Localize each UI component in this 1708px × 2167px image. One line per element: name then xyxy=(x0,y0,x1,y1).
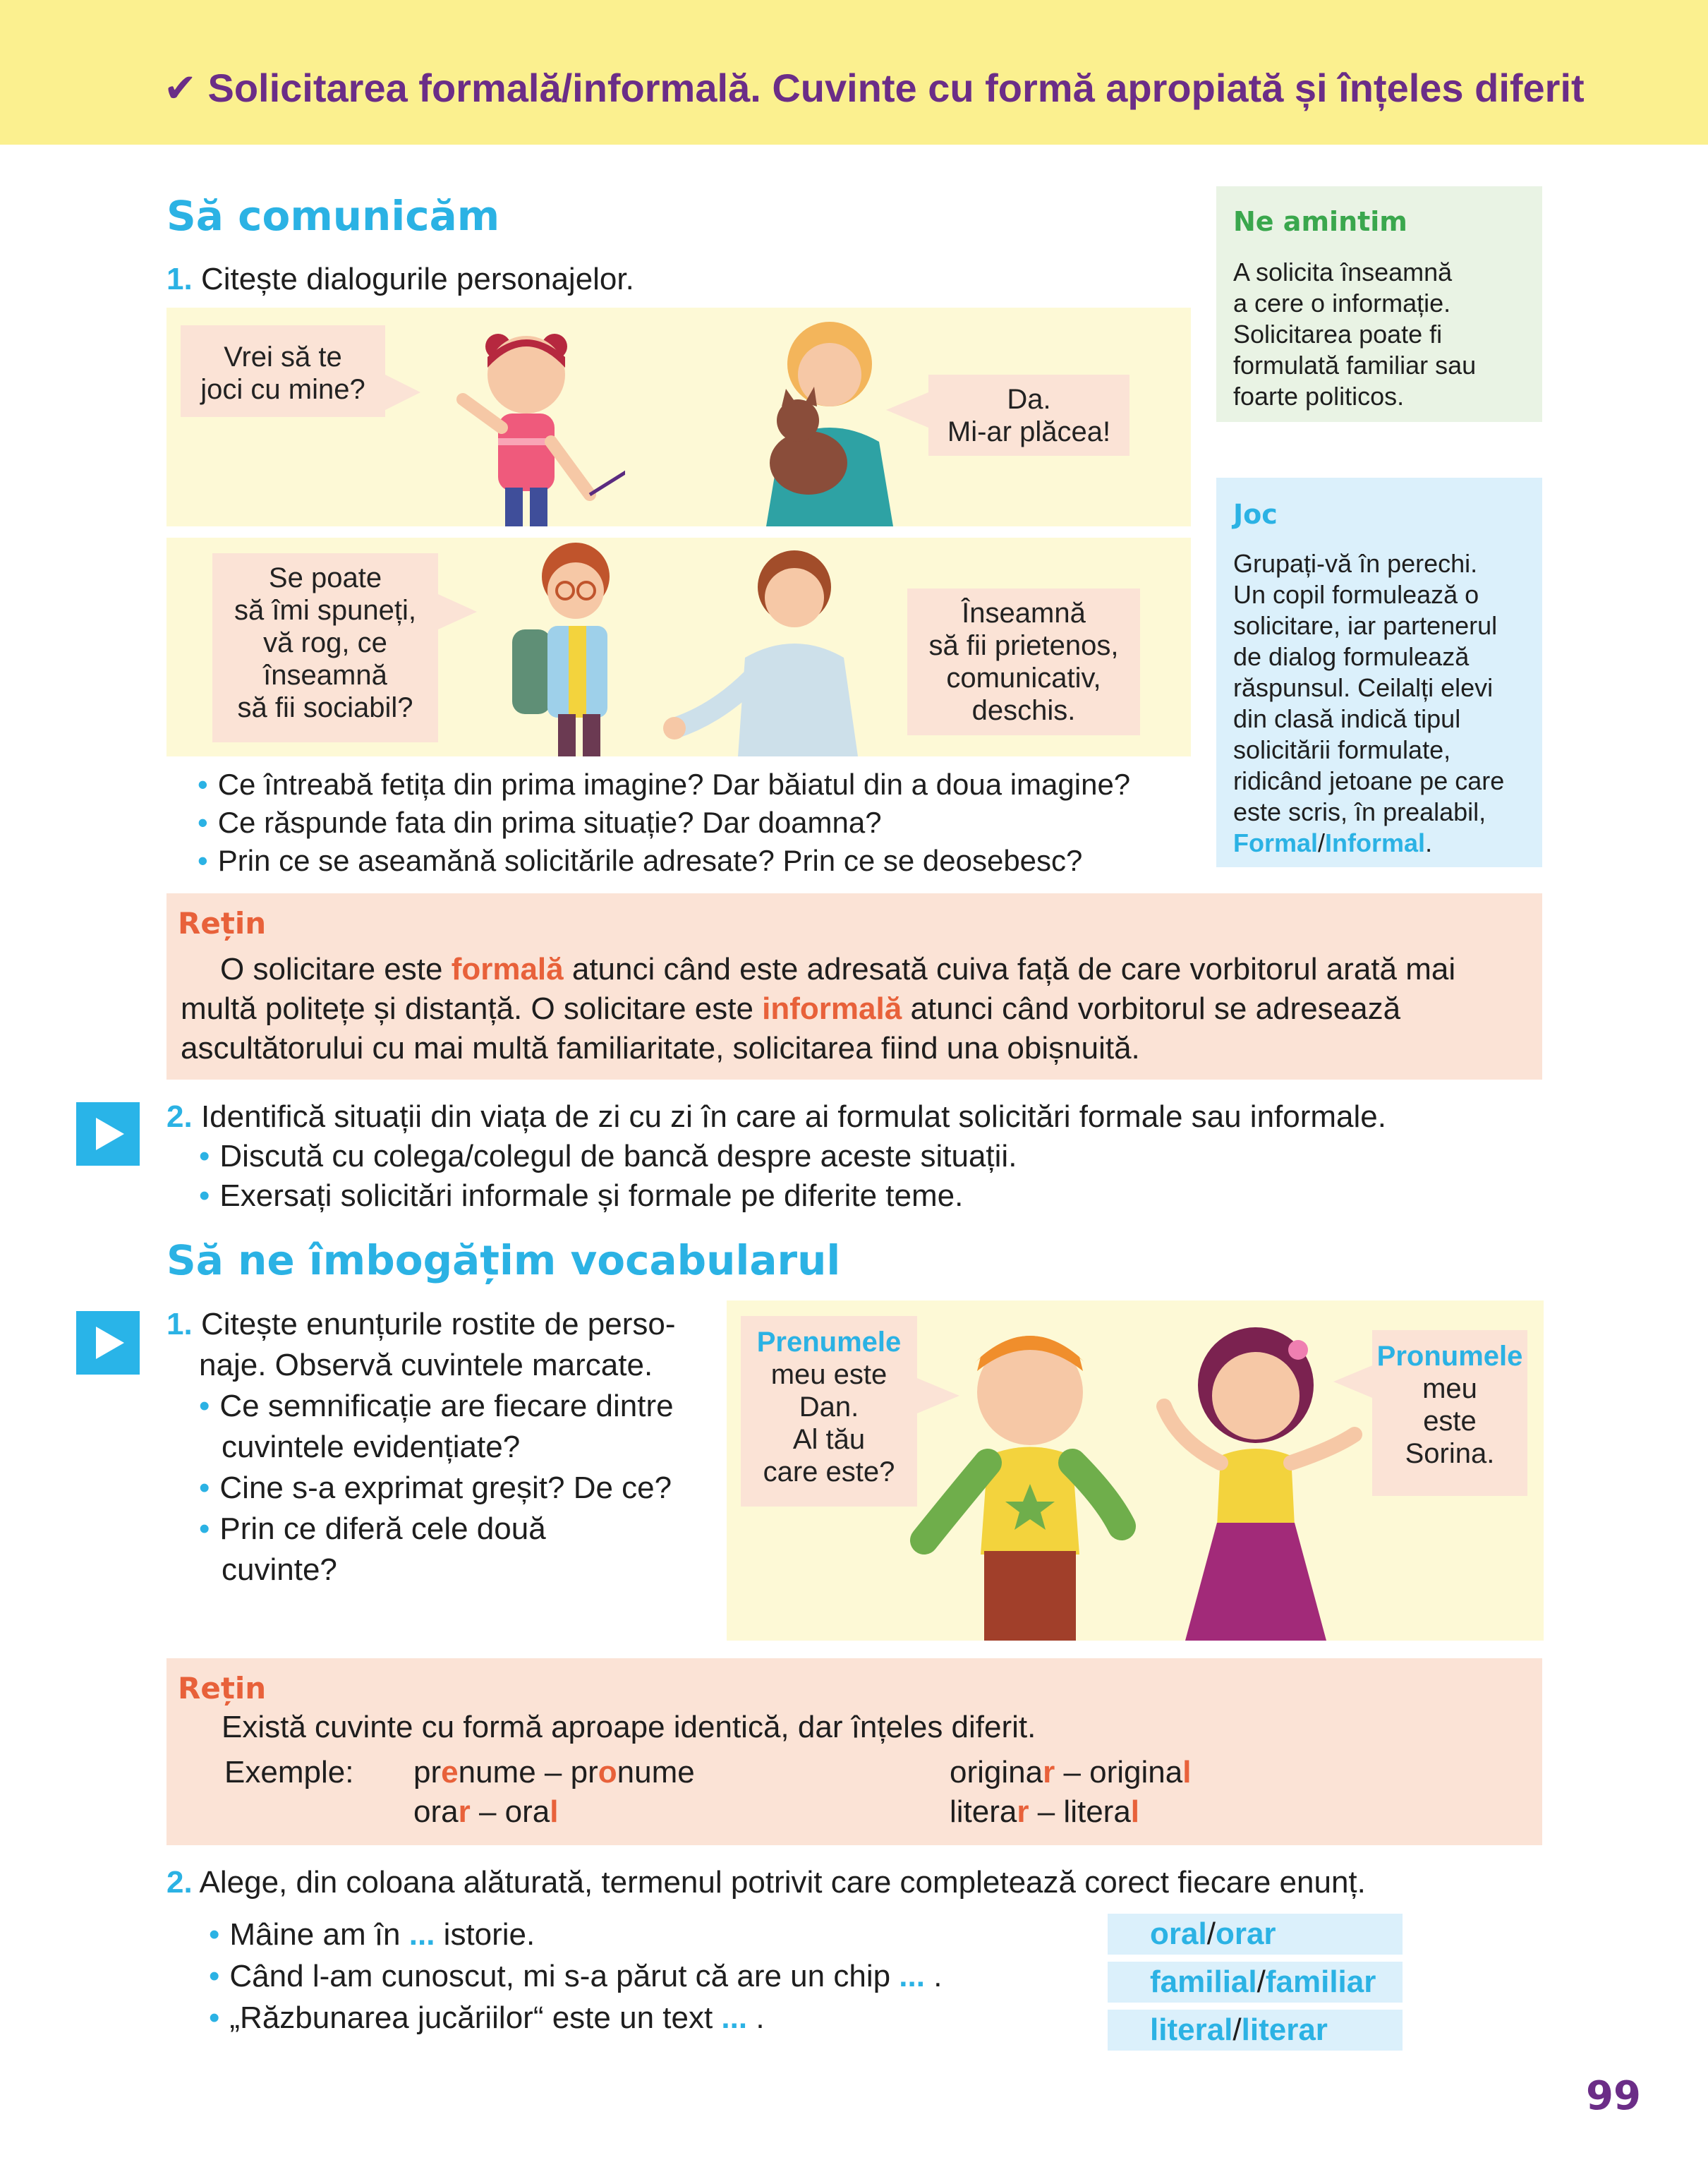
exercise-number: 2. xyxy=(166,1099,193,1134)
dash: – xyxy=(470,1794,505,1829)
option-word: familial xyxy=(1150,1964,1257,1999)
bubble-tail xyxy=(438,594,477,629)
separator: / xyxy=(1206,1917,1216,1951)
bubble-line: care este? xyxy=(763,1456,895,1487)
bullet-text: Prin ce diferă cele două xyxy=(219,1511,546,1546)
speech-bubble-sorina xyxy=(1372,1330,1527,1496)
sentence-part: „Răzbunarea jucăriilor“ este un text xyxy=(229,2000,722,2035)
sentence-part: . xyxy=(747,2000,765,2035)
exercise-text: Citește dialogurile personajelor. xyxy=(200,262,634,296)
highlighted-letter: r xyxy=(458,1794,471,1829)
dialogue-panel-1 xyxy=(166,308,1191,526)
bubble-line: Dan. xyxy=(799,1392,859,1423)
text-line: solicitării formulate, xyxy=(1233,735,1451,764)
speech-bubble-dan xyxy=(741,1316,917,1507)
blank: ... xyxy=(721,2000,748,2035)
keyword-formal: formală xyxy=(451,952,564,986)
bubble-tail xyxy=(886,392,928,428)
text-fragment: atunci când este adresată cuiva față de care vorbitorul arată mai multă politețe și distanță. O solicitare este xyxy=(181,952,1456,1026)
retin-text xyxy=(181,950,1521,1068)
bubble-line: să fii prietenos, xyxy=(928,630,1119,661)
bubble-line: joci cu mine? xyxy=(200,374,365,405)
speech-bubble-girl-answer xyxy=(928,375,1129,456)
highlighted-letter: l xyxy=(1182,1755,1192,1789)
game-title: Joc xyxy=(1233,499,1278,530)
bubble-line: Mi-ar plăcea! xyxy=(947,416,1111,447)
text-line: A solicita înseamnă xyxy=(1233,258,1453,286)
boy-with-backpack-illustration xyxy=(498,538,653,756)
bubble-line: să îmi spuneți, xyxy=(234,595,416,626)
bubble-line: Sorina. xyxy=(1405,1438,1495,1469)
bubble-line: meu este xyxy=(770,1359,888,1390)
sentence-part: Mâine am în xyxy=(229,1917,409,1952)
bubble-line: Înseamnă xyxy=(962,598,1086,629)
exercise-text: Citește enunțurile rostite de perso- xyxy=(200,1307,676,1341)
formal-token: Formal xyxy=(1233,828,1319,857)
bubble-line: comunicativ, xyxy=(946,663,1101,694)
list-item: • Prin ce diferă cele două xyxy=(199,1511,546,1546)
separator: / xyxy=(1256,1964,1266,1999)
text-line: Grupați-vă în perechi. xyxy=(1233,549,1478,578)
list-item: • Mâine am în ... istorie. xyxy=(209,1917,535,1952)
example-pair xyxy=(950,1753,1191,1792)
play-audio-button[interactable] xyxy=(76,1311,140,1375)
example-pair xyxy=(950,1792,1139,1832)
bubble-line: meu xyxy=(1422,1373,1477,1404)
sentence-part: Când l-am cunoscut, mi s-a părut că are un chip xyxy=(229,1959,900,1993)
sentence-part: . xyxy=(924,1959,943,1993)
remind-title: Ne amintim xyxy=(1233,206,1407,237)
text-line: din clasă indică tipul xyxy=(1233,704,1461,733)
exercise-text: naje. Observă cuvintele marcate. xyxy=(199,1348,653,1382)
bullet-text: Cine s-a exprimat greșit? De ce? xyxy=(219,1471,672,1505)
list-item: • Ce semnificație are fiecare dintre xyxy=(199,1389,674,1423)
examples-label: Exemple: xyxy=(224,1755,354,1789)
highlighted-letter: o xyxy=(598,1755,617,1789)
bubble-line: Vrei să te xyxy=(224,342,342,373)
punctuation: . xyxy=(1425,828,1433,857)
lesson-title-text: Solicitarea formală/informală. Cuvinte cu formă apropiată și înțeles diferit xyxy=(207,66,1585,110)
option-word: literar xyxy=(1241,2012,1328,2047)
vocab-exercise-1 xyxy=(166,1304,731,1590)
question-text: Ce răspunde fata din prima situație? Dar doamna? xyxy=(217,806,882,839)
word-option xyxy=(1108,1962,1403,2003)
list-item: • Ce răspunde fata din prima situație? Dar doamna? xyxy=(198,806,882,839)
informal-token: Informal xyxy=(1325,828,1426,857)
kids-dialogue-panel xyxy=(727,1300,1544,1641)
list-item: • „Răzbunarea jucăriilor“ este un text ... . xyxy=(209,2000,765,2035)
sentence-part: istorie. xyxy=(435,1917,535,1952)
bubble-line: deschis. xyxy=(971,695,1076,726)
game-box xyxy=(1216,478,1542,867)
game-text xyxy=(1233,548,1504,859)
text-line: Solicitarea poate fi xyxy=(1233,320,1443,349)
highlighted-word: Prenumele xyxy=(756,1327,902,1358)
dash: – xyxy=(1029,1794,1064,1829)
retin-title: Rețin xyxy=(178,906,267,941)
bubble-line: Se poate xyxy=(268,562,382,593)
word-part: nume xyxy=(458,1755,536,1789)
retin-text: Există cuvinte cu formă aproape identică, dar înțeles diferit. xyxy=(222,1710,1036,1744)
text-line xyxy=(1233,828,1504,859)
remind-text xyxy=(1233,257,1476,412)
exercise-number: 1. xyxy=(166,262,193,296)
list-item: • Discută cu colega/colegul de bancă despre aceste situații. xyxy=(199,1139,1017,1173)
list-item: • Când l-am cunoscut, mi s-a părut că are un chip ... . xyxy=(209,1959,943,1993)
text-line: foarte politicos. xyxy=(1233,382,1405,411)
text-line xyxy=(166,1304,731,1345)
girl-sorina-illustration xyxy=(1143,1300,1369,1641)
page-number: 99 xyxy=(1586,2073,1641,2119)
word-option xyxy=(1108,1914,1403,1955)
list-item: • Ce întreabă fetița din prima imagine? Dar băiatul din a doua imagine? xyxy=(198,768,1131,801)
bullet-text: Ce semnificație are fiecare dintre xyxy=(219,1389,674,1423)
bubble-line: înseamnă xyxy=(263,660,387,691)
option-word: orar xyxy=(1215,1917,1276,1951)
bullet-text: Exersați solicitări informale și formale pe diferite teme. xyxy=(219,1178,964,1213)
text-line: formulată familiar sau xyxy=(1233,351,1477,380)
highlighted-word: Pronumele xyxy=(1376,1341,1523,1372)
speech-bubble-woman xyxy=(907,588,1140,735)
question-text: Prin ce se aseamănă solicitările adresate? Prin ce se deosebesc? xyxy=(217,844,1083,877)
bullet-text: cuvintele evidențiate? xyxy=(222,1430,521,1464)
word-part: pr xyxy=(413,1755,442,1789)
exercise-number: 2. xyxy=(166,1865,193,1900)
question-list xyxy=(198,766,1199,880)
fill-in-list xyxy=(209,1914,1091,2039)
highlighted-letter: e xyxy=(441,1755,459,1789)
exercise-1-instruction xyxy=(166,260,634,299)
speech-bubble-boy xyxy=(212,553,438,742)
exercise-2 xyxy=(166,1097,1542,1216)
text-line: a cere o informație. xyxy=(1233,289,1451,318)
word-part: litera xyxy=(950,1794,1017,1829)
exercise-2-instruction xyxy=(166,1097,1542,1137)
bubble-line: Da. xyxy=(1007,384,1051,415)
speech-bubble-girl xyxy=(181,325,385,417)
highlighted-letter: l xyxy=(1130,1794,1140,1829)
exercise-text: Identifică situații din viața de zi cu zi în care ai formulat solicitări formale sau informale. xyxy=(200,1099,1386,1134)
list-item: • Exersați solicitări informale și formale pe diferite teme. xyxy=(199,1178,964,1213)
word-part: litera xyxy=(1063,1794,1131,1829)
bullet-text: Discută cu colega/colegul de bancă despre aceste situații. xyxy=(219,1139,1017,1173)
play-audio-button[interactable] xyxy=(76,1102,140,1166)
vocab-exercise-2-instruction xyxy=(166,1863,1542,1902)
text-line: răspunsul. Ceilalți elevi xyxy=(1233,673,1494,702)
text-line: de dialog formulează xyxy=(1233,642,1470,671)
dialogue-panel-2 xyxy=(166,538,1191,756)
exercise-number: 1. xyxy=(166,1307,193,1341)
separator: / xyxy=(1318,828,1326,857)
word-part: nume xyxy=(617,1755,695,1789)
blank: ... xyxy=(899,1959,925,1993)
text-fragment: atunci când vorbitorul se adresează ascultătorului cu mai multă familiaritate, solicitarea fiind una obișnuită. xyxy=(181,991,1401,1066)
retin-title: Rețin xyxy=(178,1671,267,1706)
boy-dan-illustration xyxy=(910,1315,1143,1641)
exercise-text: Alege, din coloana alăturată, termenul potrivit care completează corect fiecare enunț. xyxy=(199,1865,1366,1900)
question-text: Ce întreabă fetița din prima imagine? Dar băiatul din a doua imagine? xyxy=(217,768,1131,801)
option-word: oral xyxy=(1150,1917,1207,1951)
bullet-text: cuvinte? xyxy=(222,1552,337,1587)
retin-box-1 xyxy=(166,893,1542,1080)
separator: / xyxy=(1232,2012,1242,2047)
bubble-line: este xyxy=(1423,1406,1477,1437)
check-icon: ✔ xyxy=(164,66,197,110)
word-part: pr xyxy=(570,1755,598,1789)
text-line: ridicând jetoane pe care xyxy=(1233,766,1505,795)
keyword-informal: informală xyxy=(762,991,902,1026)
word-part: ora xyxy=(413,1794,459,1829)
word-part: ora xyxy=(504,1794,550,1829)
text-line: este scris, în prealabil, xyxy=(1233,797,1486,826)
example-pair xyxy=(413,1792,558,1832)
remind-box xyxy=(1216,186,1542,422)
retin-box-2 xyxy=(166,1658,1542,1845)
bubble-line: să fii sociabil? xyxy=(237,692,413,723)
text-line: solicitare, iar partenerul xyxy=(1233,611,1498,640)
word-part: origina xyxy=(950,1755,1043,1789)
option-word: literal xyxy=(1150,2012,1233,2047)
option-word: familiar xyxy=(1265,1964,1376,1999)
list-item: • Cine s-a exprimat greșit? De ce? xyxy=(199,1471,672,1505)
section-title-vocabulary: Să ne îmbogățim vocabularul xyxy=(166,1236,841,1284)
dash: – xyxy=(535,1755,571,1789)
section-title-communicate: Să comunicăm xyxy=(166,192,500,240)
bubble-tail xyxy=(1333,1364,1376,1399)
highlighted-letter: r xyxy=(1017,1794,1029,1829)
bubble-line: vă rog, ce xyxy=(263,627,387,658)
girl-with-wand-illustration xyxy=(399,308,625,526)
highlighted-letter: r xyxy=(1043,1755,1055,1789)
woman-explaining-illustration xyxy=(660,538,943,756)
highlighted-letter: l xyxy=(550,1794,559,1829)
blank: ... xyxy=(408,1917,435,1952)
text-line: Un copil formulează o xyxy=(1233,580,1479,609)
dash: – xyxy=(1055,1755,1090,1789)
text-fragment: O solicitare este xyxy=(220,952,452,986)
lesson-title xyxy=(164,65,1585,111)
word-option xyxy=(1108,2010,1403,2051)
word-part: origina xyxy=(1089,1755,1183,1789)
bubble-line: Al tău xyxy=(792,1424,866,1455)
example-pair xyxy=(413,1753,695,1792)
list-item: • Prin ce se aseamănă solicitările adresate? Prin ce se deosebesc? xyxy=(198,844,1083,877)
